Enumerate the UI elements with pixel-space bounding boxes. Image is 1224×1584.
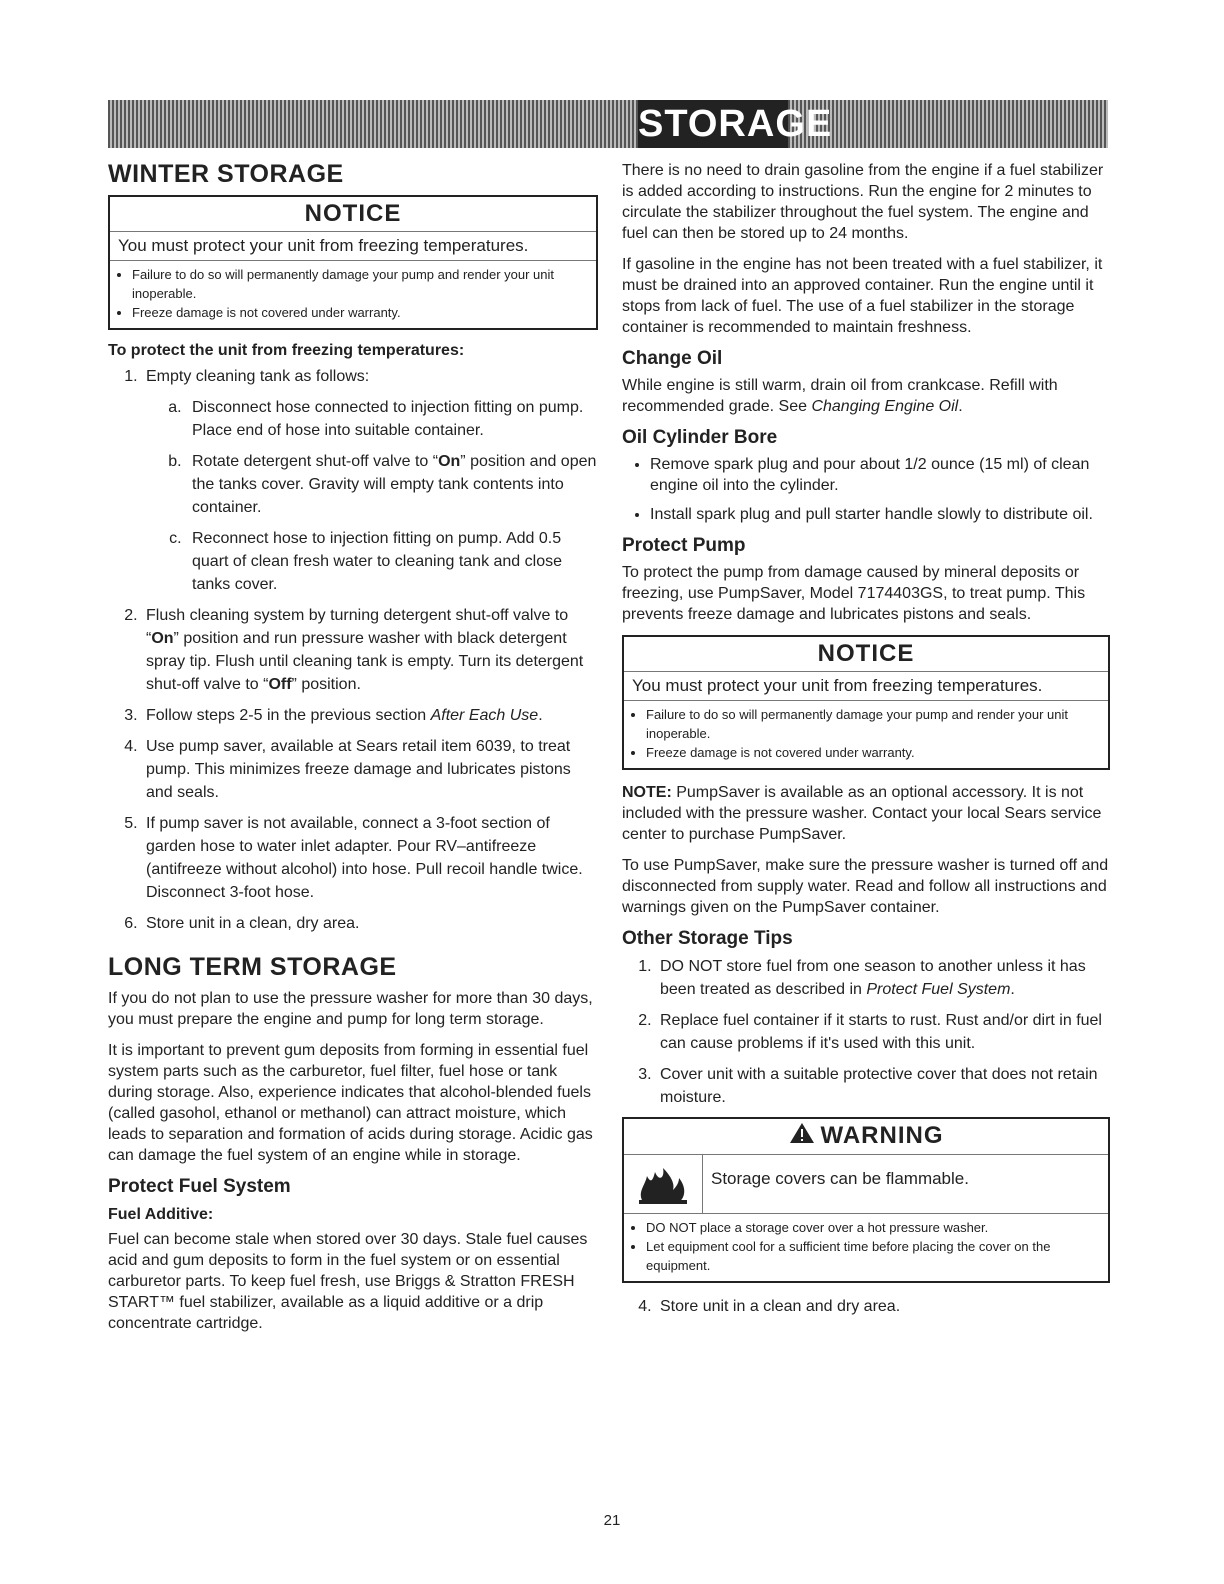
step-item — [142, 365, 598, 596]
notice-bullet: • Failure to do so will permanently damage your pump and render your unit inoperable. — [646, 705, 1098, 743]
paragraph: To use PumpSaver, make sure the pressure washer is turned off and disconnected from supply water. Read and follow all instructions and warnings given on the PumpSaver container. — [622, 857, 1109, 916]
warning-title-row — [624, 1119, 1108, 1155]
tip-item — [656, 955, 1110, 1001]
paragraph: If gasoline in the engine has not been treated with a fuel stabilizer, it must be drained into an approved container. Run the engine until it stops from lack of fuel. The use of a fuel stabilizer in the storage container is recommended to maintain freshness. — [622, 256, 1103, 336]
warning-box — [622, 1117, 1110, 1283]
section-banner — [108, 100, 1108, 148]
banner-title: STORAGE — [638, 100, 788, 148]
change-oil-heading: Change Oil — [622, 348, 723, 369]
bullet-item: • Install spark plug and pull starter handle slowly to distribute oil. — [650, 504, 1110, 525]
substep-item — [186, 450, 598, 519]
step-text: Follow steps 2-5 in the previous section — [146, 707, 431, 724]
notice-title: NOTICE — [110, 197, 596, 232]
substeps — [146, 396, 598, 596]
paragraph — [622, 375, 1110, 417]
notice-bullets — [110, 261, 596, 328]
notice-bullet: • Freeze damage is not covered under warranty. — [646, 743, 1098, 762]
protect-fuel-heading: Protect Fuel System — [108, 1176, 291, 1197]
paragraph: It is important to prevent gum deposits from forming in essential fuel system parts such as the carburetor, fuel filter, fuel hose or tank during storage. Also, experience indicates that alcohol-blended fuels (called gasohol, ethanol or methanol) can attract moisture, which leads to separation and formation of acids during storage. Acidic gas can damage the fuel system of an engine while in storage. — [108, 1042, 593, 1164]
tip-item: 2. Replace fuel container if it starts to rust. Rust and/or dirt in fuel can cause problems if it's used with this unit. — [656, 1009, 1110, 1055]
notice-title: NOTICE — [624, 637, 1108, 672]
winter-storage-heading: WINTER STORAGE — [108, 160, 344, 188]
on-label: On — [151, 630, 174, 647]
warning-bullets — [624, 1214, 1108, 1281]
paragraph: To protect the pump from damage caused by mineral deposits or freezing, use PumpSaver, Model 7174403GS, to treat pump. This prevents freeze damage and lubricates pistons and seals. — [622, 564, 1086, 623]
substep-text: Rotate detergent shut-off valve to “ — [192, 453, 439, 470]
tip-text: . — [1010, 981, 1015, 998]
section-reference: Protect Fuel System — [866, 981, 1011, 998]
oil-cylinder-heading: Oil Cylinder Bore — [622, 427, 778, 448]
paragraph: If you do not plan to use the pressure washer for more than 30 days, you must prepare the engine and pump for long term storage. — [108, 990, 593, 1028]
warning-main-row — [624, 1155, 1108, 1214]
notice-bullets — [624, 701, 1108, 768]
section-reference: Changing Engine Oil — [811, 398, 959, 415]
right-column — [622, 160, 1110, 1326]
tip-text: DO NOT store fuel from one season to another unless it has been treated as described in — [660, 958, 1086, 998]
step-text: ” position. — [291, 676, 361, 693]
step-item: 4. Use pump saver, available at Sears retail item 6039, to treat pump. This minimizes freeze damage and lubricates pistons and seals. — [142, 735, 598, 804]
page-number: 21 — [603, 1512, 621, 1529]
section-reference: After Each Use — [430, 707, 539, 724]
warning-triangle-icon — [789, 1120, 815, 1154]
other-tips-heading: Other Storage Tips — [622, 928, 793, 949]
notice-box — [108, 195, 598, 330]
bullet-item: • Remove spark plug and pour about 1/2 ounce (15 ml) of clean engine oil into the cylinder. — [650, 454, 1110, 496]
note-label: NOTE: — [622, 784, 672, 801]
paragraph-text: While engine is still warm, drain oil from crankcase. Refill with recommended grade. See — [622, 377, 1058, 415]
warning-bullet: • Let equipment cool for a sufficient time before placing the cover on the equipment. — [646, 1237, 1098, 1275]
winter-steps — [108, 365, 598, 935]
fuel-additive-heading: Fuel Additive: — [108, 1206, 214, 1223]
protect-pump-heading: Protect Pump — [622, 535, 746, 556]
step-text: ” position and run pressure washer with black detergent spray tip. Flush until cleaning tank is empty. Turn its detergent shut-off valve to “ — [146, 630, 584, 693]
step-item — [142, 604, 598, 696]
notice-main: You must protect your unit from freezing temperatures. — [110, 232, 596, 261]
step-item: 6. Store unit in a clean, dry area. — [142, 912, 598, 935]
substep-item: c. Reconnect hose to injection fitting on pump. Add 0.5 quart of clean fresh water to cleaning tank and close tanks cover. — [186, 527, 598, 596]
notice-bullet: • Freeze damage is not covered under warranty. — [132, 303, 586, 322]
note-paragraph — [622, 782, 1110, 845]
paragraph: There is no need to drain gasoline from the engine if a fuel stabilizer is added according to instructions. Run the engine for 2 minutes to circulate the stabilizer throughout the fuel system. The engine and fuel can then be stored up to 24 months. — [622, 162, 1104, 242]
note-text: PumpSaver is available as an optional accessory. It is not included with the pressure washer. Contact your local Sears service center to purchase PumpSaver. — [622, 784, 1102, 843]
step-item: 5. If pump saver is not available, connect a 3-foot section of garden hose to water inlet adapter. Pour RV–antifreeze (antifreeze without alcohol) into hose. Pull recoil handle twice. Disconnect 3-foot hose. — [142, 812, 598, 904]
tip-item: 4. Store unit in a clean and dry area. — [656, 1295, 1110, 1318]
tips-list — [622, 955, 1110, 1109]
notice-main: You must protect your unit from freezing temperatures. — [624, 672, 1108, 701]
bore-bullets — [622, 454, 1110, 525]
fire-hazard-icon — [624, 1155, 703, 1213]
paragraph-text: . — [958, 398, 963, 415]
step-text: . — [538, 707, 543, 724]
warning-title: WARNING — [820, 1122, 944, 1149]
step-text: Empty cleaning tank as follows: — [146, 368, 370, 385]
substep-text: ” position and open the tanks cover. Gravity will empty tank contents into container. — [192, 453, 597, 516]
notice-bullet: • Failure to do so will permanently damage your pump and render your unit inoperable. — [132, 265, 586, 303]
freeze-protection-heading: To protect the unit from freezing temperatures: — [108, 342, 465, 359]
off-label: Off — [268, 676, 292, 693]
paragraph: Fuel can become stale when stored over 30 days. Stale fuel causes acid and gum deposits to form in the fuel system or on essential carburetor parts. To keep fuel fresh, use Briggs & Stratton FRESH START™ fuel stabilizer, available as a liquid additive or a drip concentrate cartridge. — [108, 1231, 588, 1332]
warning-bullet: • DO NOT place a storage cover over a hot pressure washer. — [646, 1218, 1098, 1237]
substep-item: a. Disconnect hose connected to injection fitting on pump. Place end of hose into suitable container. — [186, 396, 598, 442]
left-column — [108, 160, 598, 1344]
notice-box — [622, 635, 1110, 770]
step-item — [142, 704, 598, 727]
long-term-storage-heading: LONG TERM STORAGE — [108, 953, 397, 981]
warning-main: Storage covers can be flammable. — [711, 1168, 969, 1188]
step-text: Flush cleaning system by turning detergent shut-off valve to “ — [146, 607, 569, 647]
tips-list-continued — [622, 1295, 1110, 1318]
on-label: On — [438, 453, 461, 470]
tip-item: 3. Cover unit with a suitable protective cover that does not retain moisture. — [656, 1063, 1110, 1109]
